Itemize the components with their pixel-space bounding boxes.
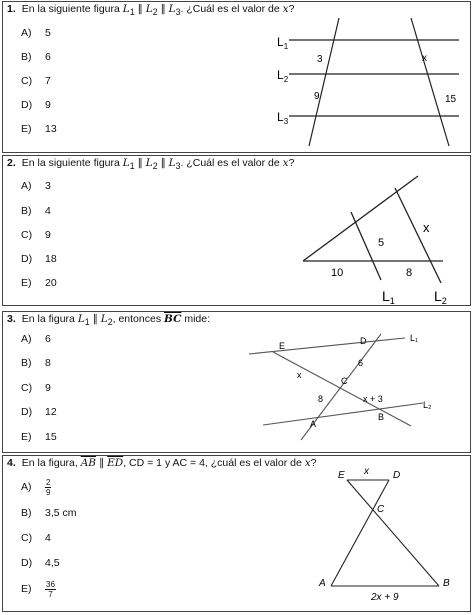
point-c-label: C xyxy=(377,504,385,515)
segment-x-label: x xyxy=(422,53,427,64)
option-e[interactable]: E) 13 xyxy=(21,123,57,135)
label-l1: $L_1$ xyxy=(382,288,395,306)
option-b[interactable]: B) 6 xyxy=(21,51,51,63)
segment-x-plus-3-label: x + 3 xyxy=(363,394,383,404)
label-l2: $L_2$ xyxy=(434,288,447,306)
option-a[interactable]: A) $\frac{2}{9}$ xyxy=(21,478,51,497)
option-d[interactable]: D) 12 xyxy=(21,406,57,418)
question-4 xyxy=(2,455,471,612)
option-a[interactable]: A) 3 xyxy=(21,180,51,192)
label-l2: $L_2$ xyxy=(277,68,289,84)
option-d[interactable]: D) 18 xyxy=(21,253,57,265)
option-c[interactable]: C) 9 xyxy=(21,382,51,394)
base-length-label: 2x + 9 xyxy=(371,592,399,603)
question-4-prompt: 4. En la figura, $\overline{AB}$ ∥ $\overline{ED}$, CD = 1 y AC = 4, ¿cuál es el valor de x? xyxy=(7,457,317,469)
question-3 xyxy=(2,311,471,453)
option-e[interactable]: E) 15 xyxy=(21,431,57,443)
segment-6-label: 6 xyxy=(358,358,364,368)
point-d-label: D xyxy=(393,470,401,481)
point-e-label: E xyxy=(279,341,286,351)
option-b[interactable]: B) 8 xyxy=(21,357,51,369)
option-d[interactable]: D) 9 xyxy=(21,99,51,111)
figure-3 xyxy=(243,322,443,452)
question-3-prompt: 3. En la figura $L_1$ ∥ $L_2$, entonces $\overline{BC}$ mide: xyxy=(7,313,211,328)
segment-x-label: x xyxy=(423,220,430,235)
option-c[interactable]: C) 7 xyxy=(21,75,51,87)
segment-5-label: 5 xyxy=(378,237,385,249)
segment-10-label: 10 xyxy=(331,267,344,279)
figure-1 xyxy=(271,10,471,150)
point-c-label: C xyxy=(341,376,348,386)
option-a[interactable]: A) 5 xyxy=(21,27,51,39)
option-c[interactable]: C) 4 xyxy=(21,532,51,544)
figure-4 xyxy=(313,464,463,610)
option-e[interactable]: E) 20 xyxy=(21,277,57,289)
figure-2 xyxy=(293,168,468,306)
point-a-label: A xyxy=(310,419,317,429)
option-d[interactable]: D) 4,5 xyxy=(21,557,60,569)
question-2 xyxy=(2,155,471,306)
segment-15-label: 15 xyxy=(445,94,457,105)
segment-9-label: 9 xyxy=(314,91,320,102)
option-b[interactable]: B) 4 xyxy=(21,205,51,217)
question-2-prompt: 2. En la siguiente figura $L_1$ ∥ $L_2$ ∥ $L_3$. ¿Cuál es el valor de x? xyxy=(7,157,295,172)
segment-8-label: 8 xyxy=(318,394,324,404)
question-1-prompt: 1. En la siguiente figura $L_1$ ∥ $L_2$ ∥ $L_3$. ¿Cuál es el valor de x? xyxy=(7,3,295,18)
point-b-label: B xyxy=(378,412,385,422)
label-l2: L₂ xyxy=(423,400,432,410)
segment-x-label: x xyxy=(364,466,369,477)
label-l3: $L_3$ xyxy=(277,110,289,126)
segment-3-label: 3 xyxy=(317,54,323,65)
point-e-label: E xyxy=(338,470,345,481)
option-a[interactable]: A) 6 xyxy=(21,333,51,345)
point-d-label: D xyxy=(360,336,367,346)
option-e[interactable]: E) $\frac{36}{7}$ xyxy=(21,580,55,599)
label-l1: L₁ xyxy=(410,333,419,343)
label-l1: $L_1$ xyxy=(277,35,289,51)
question-1 xyxy=(2,1,471,153)
point-b-label: B xyxy=(443,578,450,589)
option-c[interactable]: C) 9 xyxy=(21,229,51,241)
point-a-label: A xyxy=(319,578,326,589)
segment-8-label: 8 xyxy=(406,267,413,279)
segment-x-label: x xyxy=(297,370,302,380)
option-b[interactable]: B) 3,5 cm xyxy=(21,507,77,519)
